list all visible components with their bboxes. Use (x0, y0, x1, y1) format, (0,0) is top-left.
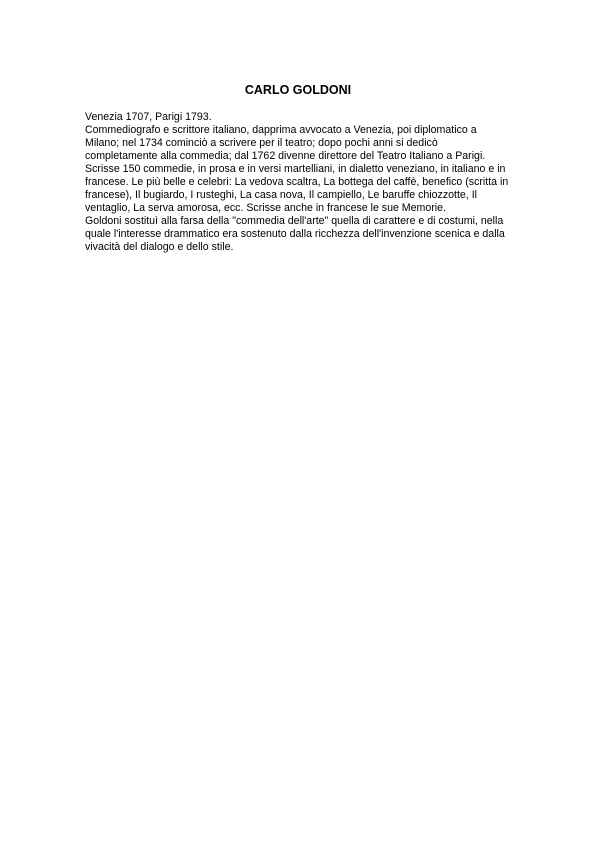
body-line: ventaglio, La serva amorosa, ecc. Scrisse anche in francese le sue Memorie. (85, 202, 446, 214)
body-line: vivacità del dialogo e dello stile. (85, 241, 234, 253)
document-title: CARLO GOLDONI (244, 83, 352, 97)
body-line: Goldoni sostituì alla farsa della "commedia dell'arte" quella di carattere e di costumi, nella (85, 215, 504, 227)
body-line: francese), Il bugiardo, I rusteghi, La casa nova, Il campiello, Le baruffe chiozzotte, Il (85, 189, 477, 201)
body-line: Venezia 1707, Parigi 1793. (85, 111, 212, 123)
body-line: Scrisse 150 commedie, in prosa e in versi martelliani, in dialetto veneziano, in italiano e in (85, 163, 506, 175)
body-line: quale l'interesse drammatico era sostenuto dalla ricchezza dell'invenzione scenica e dalla (85, 228, 505, 240)
body-line: completamente alla commedia; dal 1762 divenne direttore del Teatro Italiano a Parigi. (85, 150, 486, 162)
body-line: Commediografo e scrittore italiano, dapprima avvocato a Venezia, poi diplomatico a (85, 124, 477, 136)
body-line: francese. Le più belle e celebri: La vedova scaltra, La bottega del caffè, benefico (scritta in (85, 176, 509, 188)
body-line: Milano; nel 1734 cominciò a scrivere per il teatro; dopo pochi anni si dedicò (85, 137, 438, 149)
document-body (85, 111, 545, 254)
